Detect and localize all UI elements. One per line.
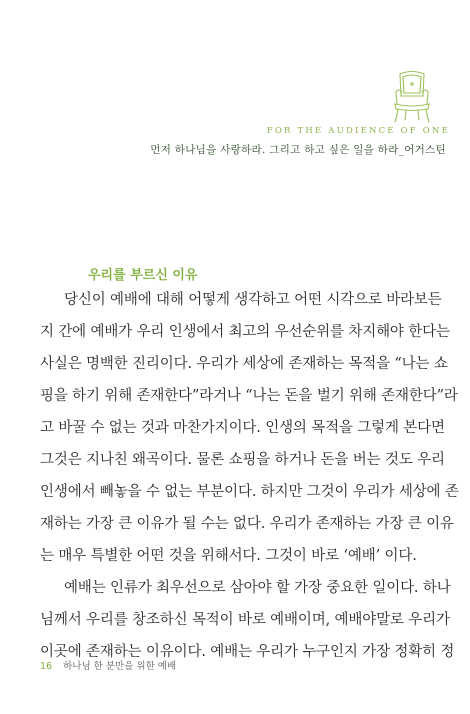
paragraph-line: 예배는 인류가 최우선으로 삼아야 할 가장 중요한 일이다. 하나	[64, 580, 451, 596]
page-footer	[40, 658, 176, 672]
paragraph-line: 인생에서 빼놓을 수 없는 부분이다. 하지만 그것이 우리가 세상에 존	[40, 484, 459, 500]
body-text	[40, 284, 459, 668]
paragraph-line: 핑을 하기 위해 존재한다”라거나 “나는 돈을 벌기 위해 존재한다”라	[40, 388, 458, 404]
paragraph-line: 고 바꿀 수 없는 것과 마찬가지이다. 인생의 목적을 그렇게 본다면	[40, 420, 445, 436]
paragraph-line: 는 매우 특별한 어떤 것을 위해서다. 그것이 바로 ‘예배’ 이다.	[40, 548, 417, 564]
paragraph-line: 그것은 지나친 왜곡이다. 물론 쇼핑을 하거나 돈을 버는 것도 우리	[40, 452, 445, 468]
series-title: FOR THE AUDIENCE OF ONE	[266, 126, 450, 136]
paragraph-line: 님께서 우리를 창조하신 목적이 바로 예배이며, 예배야말로 우리가	[40, 612, 450, 628]
page-number: 16	[40, 661, 53, 672]
running-book-title: 하나님 한 분만을 위한 예배	[63, 661, 177, 672]
paragraph-line: 지 간에 예배가 우리 인생에서 최고의 우선순위를 차지해야 한다는	[40, 324, 450, 340]
section-heading: 우리를 부르신 이유	[88, 268, 198, 283]
chair-icon	[388, 70, 436, 124]
paragraph-line: 사실은 명백한 진리이다. 우리가 세상에 존재하는 목적을 “나는 쇼	[40, 356, 448, 372]
paragraph-line: 이곳에 존재하는 이유이다. 예배는 우리가 누구인지 가장 정확히 정	[40, 644, 455, 660]
epigraph-quote: 먼저 하나님을 사랑하라. 그리고 하고 싶은 일을 하라_어거스틴	[150, 144, 446, 156]
paragraph-line: 재하는 가장 큰 이유가 될 수는 없다. 우리가 존재하는 가장 큰 이유	[40, 516, 454, 532]
paragraph-line: 당신이 예배에 대해 어떻게 생각하고 어떤 시각으로 바라보든	[64, 292, 442, 308]
